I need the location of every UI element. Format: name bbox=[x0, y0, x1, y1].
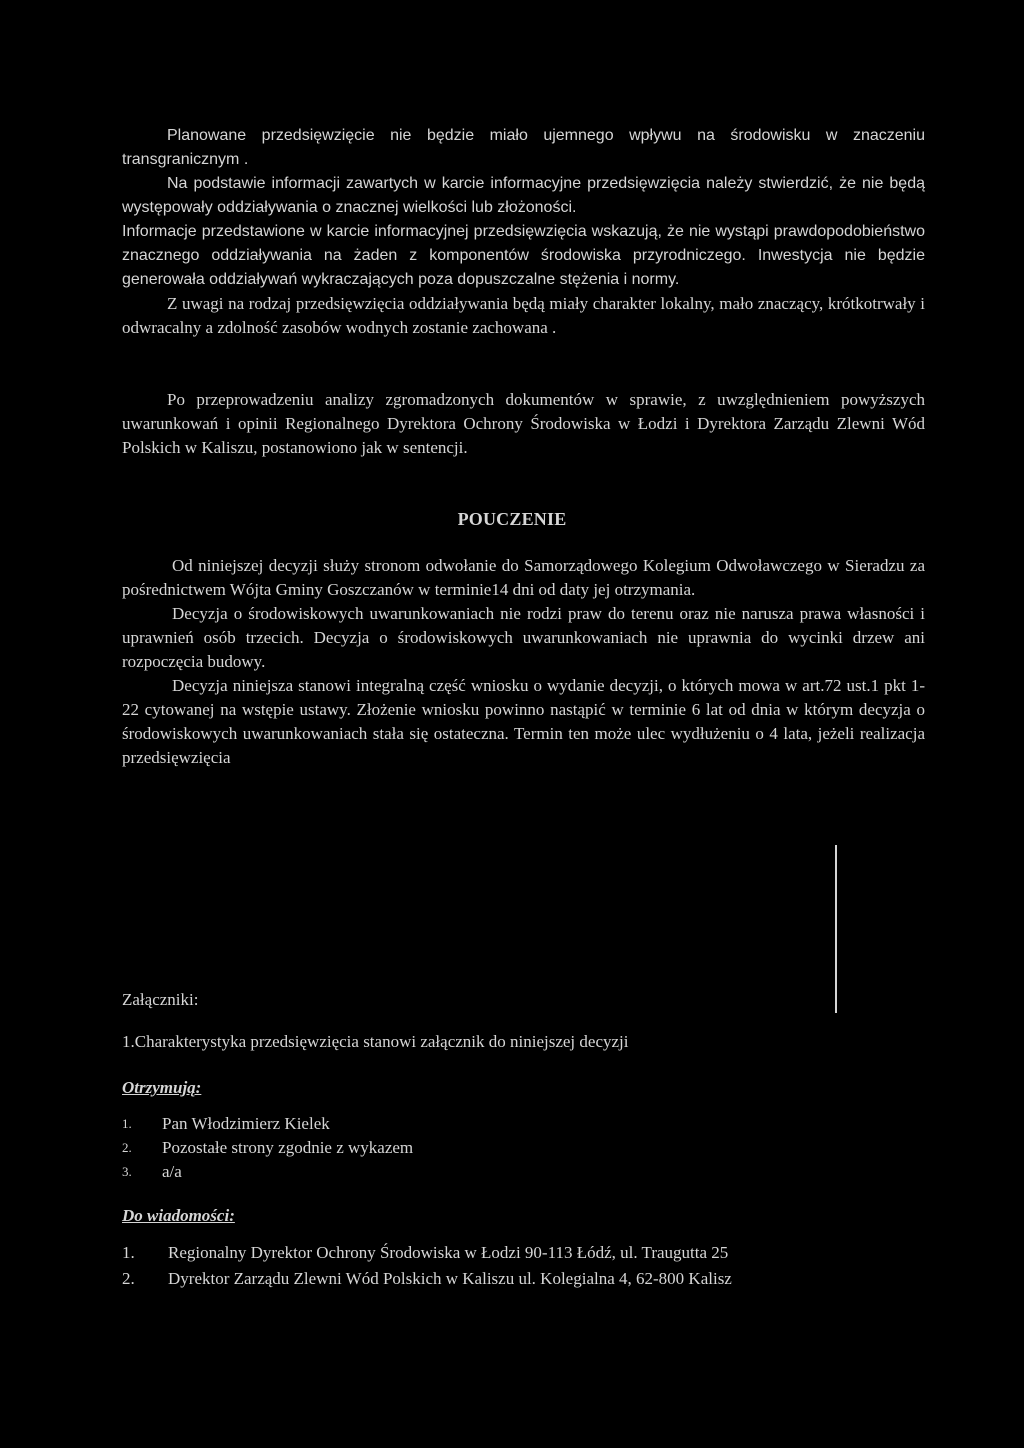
notify-list bbox=[122, 1240, 732, 1292]
list-item bbox=[122, 1112, 413, 1136]
notify-heading: Do wiadomości: bbox=[122, 1206, 235, 1225]
list-item-text: Pozostałe strony zgodnie z wykazem bbox=[162, 1138, 414, 1157]
list-item-text: Pan Włodzimierz Kielek bbox=[162, 1114, 330, 1133]
analysis-section bbox=[122, 388, 925, 460]
list-item bbox=[122, 1160, 413, 1184]
paragraph-local-character: Z uwagi na rodzaj przedsięwzięcia oddziaływania będą miały charakter lokalny, mało znaczący, krótkotrwały i odwracalny a zdolność zasobów wodnych zostanie zachowana . bbox=[122, 294, 925, 337]
list-number: 2. bbox=[122, 1140, 132, 1155]
list-item bbox=[122, 1240, 732, 1266]
section-heading-pouczenie: POUCZENIE bbox=[457, 509, 567, 529]
opening-section bbox=[122, 124, 925, 340]
attachments-label: Załączniki: bbox=[122, 990, 199, 1009]
recipients-heading: Otrzymują: bbox=[122, 1078, 202, 1097]
list-item bbox=[122, 1136, 413, 1160]
paragraph-transboundary-impact: Planowane przedsięwzięcie nie będzie miało ujemnego wpływu na środowisku w znaczeniu transgranicznym . bbox=[122, 127, 925, 168]
pouczenie-section bbox=[122, 554, 925, 770]
paragraph-analysis-conclusion: Po przeprowadzeniu analizy zgromadzonych dokumentów w sprawie, z uwzględnieniem powyższych uwarunkowań i opinii Regionalnego Dyrektora Ochrony Środowiska w Łodzi i Dyrektora Zarządu Zlewni Wód Polskich w Kaliszu, postanowiono jak w sentencji. bbox=[122, 390, 925, 457]
paragraph-integral-part: Decyzja niniejsza stanowi integralną część wniosku o wydanie decyzji, o których mowa w art.72 ust.1 pkt 1-22 cytowanej na wstępie ustawy. Złożenie wniosku powinno nastąpić w terminie 6 lat od dnia w którym decyzja o środowiskowych uwarunkowaniach stała się ostateczna. Termin ten może ulec wydłużeniu o 4 lata, jeżeli realizacja przedsięwzięcia bbox=[122, 676, 925, 767]
list-number: 1. bbox=[122, 1116, 132, 1131]
paragraph-appeal-right: Od niniejszej decyzji służy stronom odwołanie do Samorządowego Kolegium Odwoławczego w Sieradzu za pośrednictwem Wójta Gminy Goszczanów w terminie14 dni od daty jej otrzymania. bbox=[122, 556, 925, 599]
list-item-text: a/a bbox=[162, 1162, 182, 1181]
margin-vertical-line bbox=[835, 845, 837, 1013]
paragraph-no-significant-impact: Na podstawie informacji zawartych w karcie informacyjne przedsięwzięcia należy stwierdzić, że nie będą występowały oddziaływania o znacznej wielkości lub złożoności. bbox=[122, 175, 925, 216]
list-number: 1. bbox=[122, 1243, 135, 1262]
paragraph-no-land-rights: Decyzja o środowiskowych uwarunkowaniach nie rodzi praw do terenu oraz nie narusza prawa własności i uprawnień osób trzecich. Decyzja o środowiskowych uwarunkowaniach nie uprawnia do wycinki drzew ani rozpoczęcia budowy. bbox=[122, 604, 925, 671]
recipients-list bbox=[122, 1112, 413, 1184]
list-item-text: Regionalny Dyrektor Ochrony Środowiska w Łodzi 90-113 Łódź, ul. Traugutta 25 bbox=[168, 1243, 729, 1262]
paragraph-information-card: Informacje przedstawione w karcie informacyjnej przedsięwzięcia wskazują, że nie wystąpi prawdopodobieństwo znacznego oddziaływania na żaden z komponentów środowiska przyrodniczego. Inwestycja nie będzie generowała oddziaływań wykraczających poza dopuszczalne stężenia i normy. bbox=[122, 223, 925, 288]
attachment-item: 1.Charakterystyka przedsięwzięcia stanowi załącznik do niniejszej decyzji bbox=[122, 1032, 629, 1051]
list-item-text: Dyrektor Zarządu Zlewni Wód Polskich w Kaliszu ul. Kolegialna 4, 62-800 Kalisz bbox=[168, 1269, 732, 1288]
list-number: 2. bbox=[122, 1269, 135, 1288]
list-number: 3. bbox=[122, 1164, 132, 1179]
list-item bbox=[122, 1266, 732, 1292]
